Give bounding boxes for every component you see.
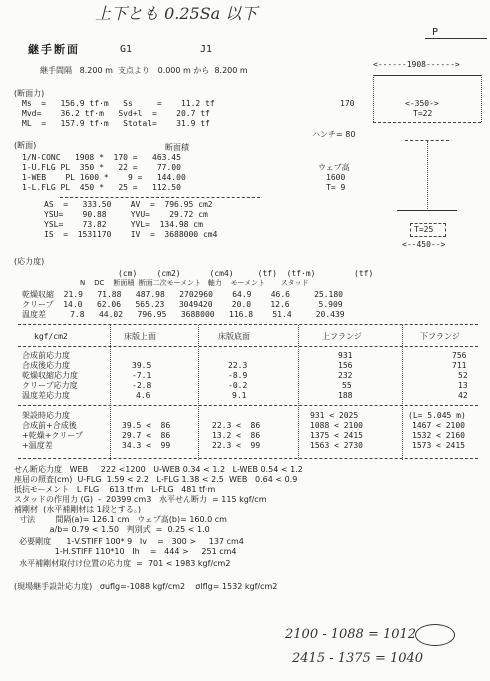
page-label-underline — [425, 38, 487, 39]
check-row: 抵抗モーメント L FLG 613 tf·m L-FLG 481 tf·m — [14, 485, 216, 494]
table-header-slab-bottom: 床版底面 — [218, 332, 250, 341]
stress-row-label: 合成後応力度 — [22, 361, 70, 370]
stress-row-lower-flange: 711 — [452, 361, 467, 370]
slab-width-dim: <------1908------> — [373, 60, 460, 69]
slab-top — [373, 75, 481, 76]
force-row: ML = 157.9 tf·m Stotal= 31.9 tf — [22, 119, 210, 128]
force-row: Mvd= 36.2 tf·m Svd+l = 20.7 tf — [22, 109, 210, 118]
stress-row-upper-flange: 188 — [338, 391, 353, 400]
stress-row-lower-flange: 756 — [452, 351, 467, 360]
lower-flange — [397, 210, 457, 211]
upper-flange-dim: <-350-> — [405, 99, 439, 108]
combo-row-lower-flange: 1532 < 2160 — [412, 431, 465, 440]
handwritten-calc-1: 2100 - 1088 = 1012 — [285, 627, 417, 642]
handwritten-calc-2: 2415 - 1375 = 1040 — [292, 651, 424, 666]
section-prop: YSL= 73.82 YVL= 134.98 cm — [44, 220, 203, 229]
slab-thickness: 170 — [340, 99, 355, 108]
stress-row-slab-top: -7.1 — [132, 371, 152, 380]
section-title: 継手断面 — [28, 43, 80, 56]
stress-row: 乾燥収縮 21.9 71.88 487.98 2702960 64.9 46.6 25.180 — [22, 290, 343, 299]
combo-row-label: 合成前+合成後 — [22, 421, 77, 430]
web-height: 1600 — [326, 173, 346, 182]
combo-row-slab-bottom: 13.2 < 86 — [212, 431, 261, 440]
stress-row-slab-bottom: 22.3 — [228, 361, 248, 370]
stress-row-lower-flange: 13 — [458, 381, 468, 390]
combo-row-slab-top: 34.3 < 99 — [122, 441, 171, 450]
slab-left-edge — [373, 75, 374, 122]
combo-row-label: +温度差 — [22, 441, 53, 450]
check-row: せん断応力度 WEB 222 <1200 U-WEB 0.34 < 1.2 L-WEB 0.54 < 1.2 — [14, 465, 303, 474]
combo-row-lower-flange: 1573 < 2415 — [412, 441, 465, 450]
section-row: 1-L.FLG PL 450 * 25 = 112.50 — [22, 183, 181, 192]
site-joint-design-stress: (現場継手設計応力度) σuflg=-1088 kgf/cm2 σlflg= 1532 kgf/cm2 — [14, 582, 278, 591]
check-row: 座屈の照査(cm) U-FLG 1.59 < 2.2 L-FLG 1.38 < 2.5 WEB 0.64 < 0.9 — [14, 475, 298, 484]
section-heading: (断面) — [14, 141, 37, 150]
check-row: 補剛材 (水平補剛材は 1段とする。) — [14, 505, 141, 514]
lower-flange-thickness: T=25 — [414, 225, 434, 234]
section-row: 1/N-CONC 1908 * 170 = 463.45 — [22, 153, 181, 162]
lower-flange-dim: <--450--> — [402, 240, 446, 249]
check-row: 寸法 間隔(a)= 126.1 cm ウェブ高(b)= 160.0 cm — [14, 515, 227, 524]
combo-row-upper-flange: 1563 < 2730 — [310, 441, 363, 450]
slab-bottom — [373, 122, 481, 123]
upper-flange-thickness: T=22 — [413, 109, 433, 118]
check-row: 1-H.STIFF 110*10 Ih = 444 > 251 cm4 — [14, 547, 237, 556]
stress-row-slab-top: -2.8 — [132, 381, 152, 390]
section-divider — [60, 197, 260, 198]
combo-row-label: 架設時応力度 — [22, 411, 70, 420]
check-row: a/b= 0.79 < 1.50 判別式 = 0.25 < 1.0 — [14, 525, 210, 534]
section-forces-heading: (断面力) — [14, 89, 45, 98]
stress-col-units: (cm) (cm2) (cm4) (tf) (tf·m) (tf) — [118, 269, 374, 278]
section-row: 1-U.FLG PL 350 * 22 = 77.00 — [22, 163, 181, 172]
web-height-label: ウェブ高 — [318, 163, 350, 172]
combo-row-slab-top: 29.7 < 86 — [122, 431, 171, 440]
stress-row-upper-flange: 156 — [338, 361, 353, 370]
stress-row-slab-bottom: 9.1 — [232, 391, 247, 400]
stress-col-names: N DC 断面積 断面二次モーメント 軸力 モーメント スタッド — [80, 279, 309, 287]
table-bottom — [18, 458, 478, 459]
combo-row-lower-flange: 1467 < 2100 — [412, 421, 465, 430]
stress-row-label: 乾燥収縮応力度 — [22, 371, 78, 380]
stress-row-slab-top: 4.6 — [136, 391, 151, 400]
combo-row-lower-flange: (L= 5.045 m) — [408, 411, 466, 420]
haunch-label: ハンチ= 80 — [312, 130, 356, 139]
table-header-slab-top: 床版上面 — [124, 332, 156, 341]
stress-row-lower-flange: 42 — [458, 391, 468, 400]
table-col-divider — [298, 325, 299, 460]
web-line — [427, 141, 428, 209]
joint-position: 継手間隔 8.200 m 支点より 0.000 m から 8.200 m — [40, 66, 248, 75]
combo-row-upper-flange: 1088 < 2100 — [310, 421, 363, 430]
stress-row-lower-flange: 52 — [458, 371, 468, 380]
check-row: 水平補剛材取付け位置の応力度 = 701 < 1983 kgf/cm2 — [14, 559, 231, 568]
girder-label: G1 — [120, 44, 133, 55]
stress-heading: (応力度) — [14, 257, 45, 266]
table-header-divider — [18, 346, 478, 347]
stress-row-upper-flange: 232 — [338, 371, 353, 380]
table-header-lower-flange: 下フランジ — [420, 332, 460, 341]
stress-row-label: 温度差応力度 — [22, 391, 70, 400]
stress-row-label: クリープ応力度 — [22, 381, 78, 390]
table-mid-divider — [18, 405, 478, 406]
check-row: スタッドの作用力 (G) - 20399 cm3 水平せん断力 = 115 kgf/cm — [14, 495, 267, 504]
table-header-unit: kgf/cm2 — [34, 332, 68, 341]
area-heading: 断面積 — [165, 143, 189, 152]
stress-row-label: 合成前応力度 — [22, 351, 70, 360]
handwritten-note-top: 上下とも 0.25Sa 以下 — [95, 4, 258, 23]
circled-result — [415, 624, 455, 646]
section-prop: YSU= 90.88 YVU= 29.72 cm — [44, 210, 208, 219]
combo-row-slab-bottom: 22.3 < 86 — [212, 421, 261, 430]
stress-row-slab-bottom: -8.9 — [228, 371, 248, 380]
combo-row-label: +乾燥+クリープ — [22, 431, 84, 440]
check-row: 必要剛度 1-V.STIFF 100* 9 Iv = 300 > 137 cm4 — [14, 537, 244, 546]
section-prop: AS = 333.50 AV = 796.95 cm2 — [44, 200, 213, 209]
web-thickness: T= 9 — [326, 183, 346, 192]
joint-label: J1 — [200, 44, 213, 55]
stress-row-upper-flange: 55 — [342, 381, 352, 390]
slab-right-edge — [481, 75, 482, 122]
table-header-upper-flange: 上フランジ — [322, 332, 362, 341]
stress-row: 温度差 7.8 44.02 796.95 3688000 116.8 51.4 20.439 — [22, 310, 345, 319]
table-col-divider — [402, 325, 403, 460]
table-top — [18, 324, 478, 325]
table-col-divider — [198, 325, 199, 460]
combo-row-upper-flange: 931 < 2025 — [310, 411, 359, 420]
section-prop: IS = 1531170 IV = 3688000 cm4 — [44, 230, 218, 239]
stress-row-slab-bottom: -0.2 — [228, 381, 248, 390]
table-col-divider — [110, 325, 111, 460]
page-label: P — [432, 27, 439, 38]
stress-row-upper-flange: 931 — [338, 351, 353, 360]
combo-row-slab-bottom: 22.3 < 99 — [212, 441, 261, 450]
combo-row-upper-flange: 1375 < 2415 — [310, 431, 363, 440]
stress-row-slab-top: 39.5 — [132, 361, 152, 370]
combo-row-slab-top: 39.5 < 86 — [122, 421, 171, 430]
force-row: Ms = 156.9 tf·m Ss = 11.2 tf — [22, 99, 215, 108]
stress-row: クリープ 14.0 62.06 565.23 3049420 20.0 12.6 5.909 — [22, 300, 343, 309]
section-row: 1-WEB PL 1600 * 9 = 144.00 — [22, 173, 186, 182]
